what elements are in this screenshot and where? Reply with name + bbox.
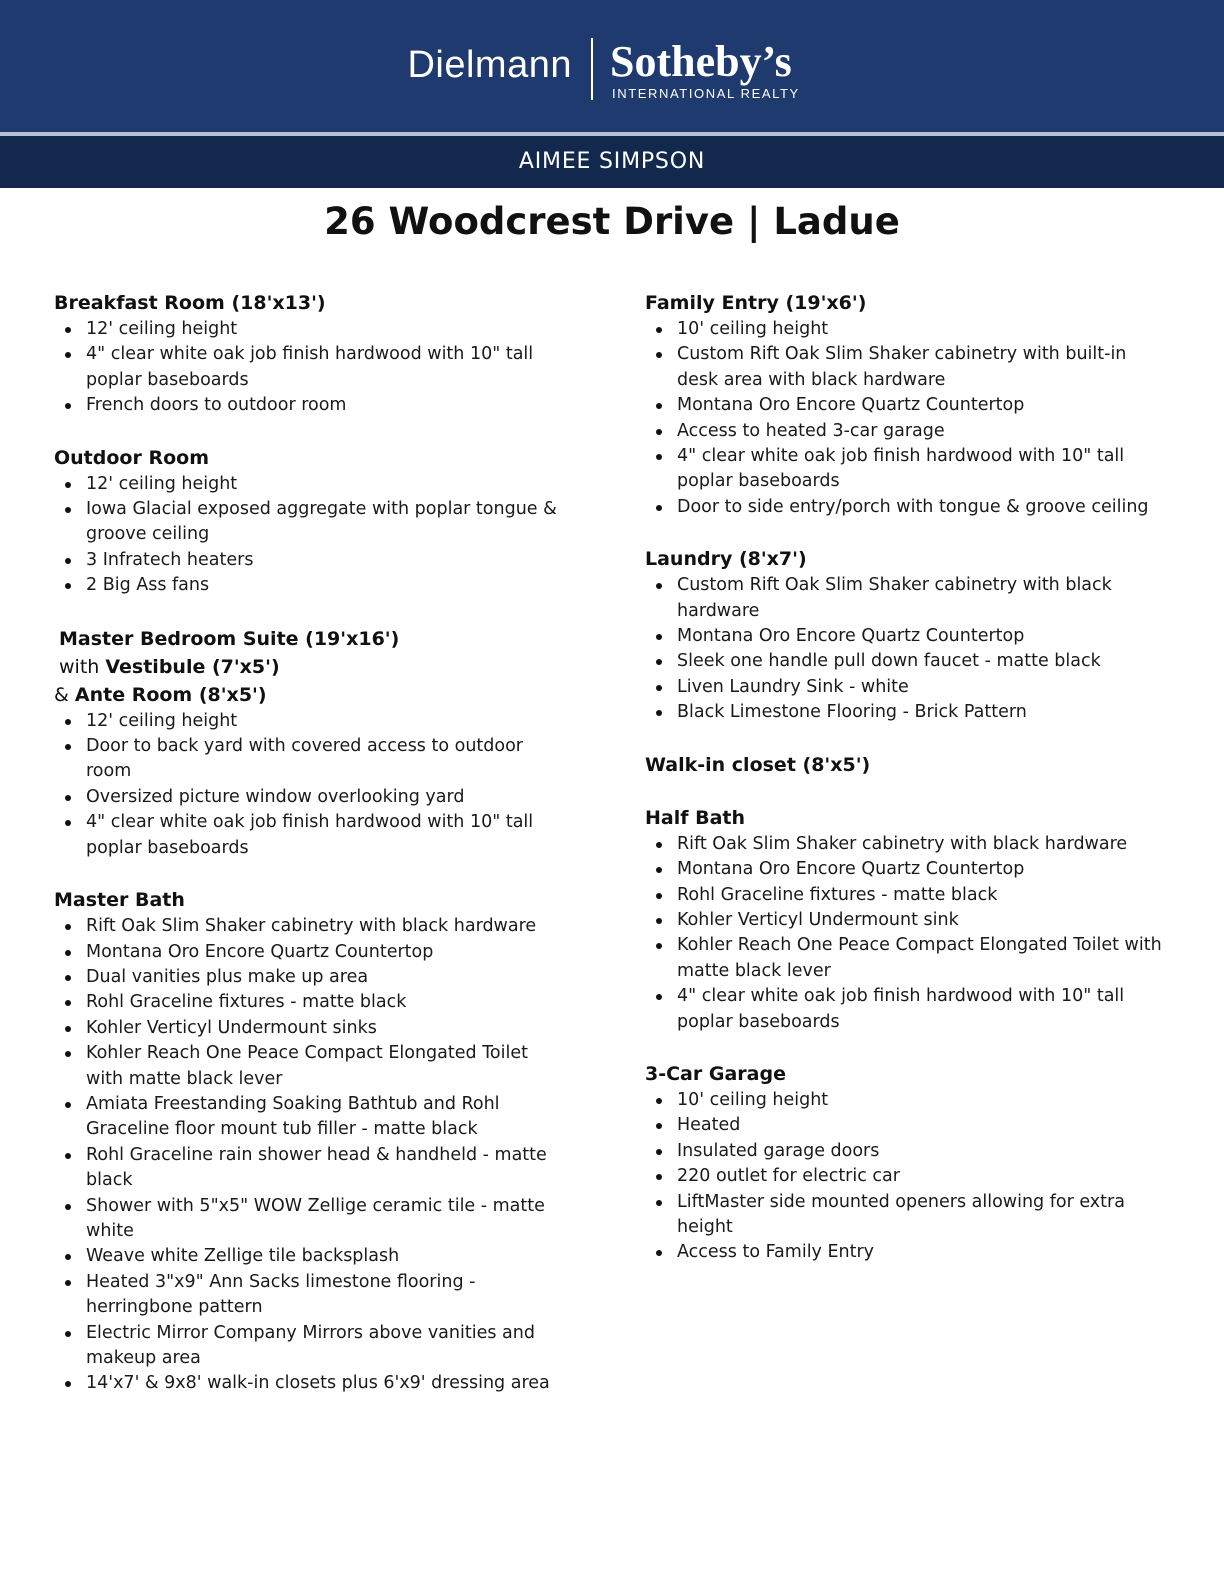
list-item: Heated: [645, 1113, 1165, 1138]
section-outdoor-room: [54, 445, 564, 599]
right-column: [645, 290, 1165, 1292]
list-item: Dual vanities plus make up area: [54, 965, 564, 990]
list-item: Oversized picture window overlooking yard: [54, 785, 564, 810]
section-family-entry: [645, 290, 1165, 520]
brand-left: Dielmann: [407, 44, 572, 86]
list-item: Custom Rift Oak Slim Shaker cabinetry with built-in desk area with black hardware: [645, 342, 1165, 393]
list-item: 220 outlet for electric car: [645, 1164, 1165, 1189]
list-item: 4" clear white oak job finish hardwood with 10" tall poplar baseboards: [54, 342, 564, 393]
list-item: Access to Family Entry: [645, 1240, 1165, 1265]
section-master-bath: [54, 887, 564, 1397]
list-item: French doors to outdoor room: [54, 393, 564, 418]
list-item: Rift Oak Slim Shaker cabinetry with black hardware: [54, 914, 564, 939]
left-column: [54, 290, 564, 1423]
section-title: Outdoor Room: [54, 446, 209, 469]
list-item: Access to heated 3-car garage: [645, 419, 1165, 444]
section-breakfast-room: [54, 290, 564, 419]
list-item: Rohl Graceline rain shower head & handheld - matte black: [54, 1143, 564, 1194]
list-item: Amiata Freestanding Soaking Bathtub and Rohl Graceline floor mount tub filler - matte black: [54, 1092, 564, 1143]
agent-name: AIMEE SIMPSON: [518, 149, 706, 174]
section-title-line: [54, 681, 564, 709]
list-item: Kohler Reach One Peace Compact Elongated Toilet with matte black lever: [645, 933, 1165, 984]
list-item: Shower with 5"x5" WOW Zellige ceramic tile - matte white: [54, 1194, 564, 1245]
brand-divider: [591, 38, 593, 100]
list-item: Rohl Graceline fixtures - matte black: [645, 883, 1165, 908]
list-item: 4" clear white oak job finish hardwood with 10" tall poplar baseboards: [645, 984, 1165, 1035]
list-item: Rift Oak Slim Shaker cabinetry with black hardware: [645, 832, 1165, 857]
item-list: [54, 472, 564, 599]
list-item: Montana Oro Encore Quartz Countertop: [645, 624, 1165, 649]
list-item: Iowa Glacial exposed aggregate with poplar tongue & groove ceiling: [54, 497, 564, 548]
list-item: Door to back yard with covered access to outdoor room: [54, 734, 564, 785]
item-list: [645, 573, 1165, 725]
section-title-part: Ante Room (8'x5'): [74, 683, 267, 706]
list-item: Montana Oro Encore Quartz Countertop: [645, 393, 1165, 418]
item-list: [54, 709, 564, 861]
list-item: Montana Oro Encore Quartz Countertop: [54, 940, 564, 965]
item-list: [645, 832, 1165, 1035]
list-item: Kohler Reach One Peace Compact Elongated Toilet with matte black lever: [54, 1041, 564, 1092]
list-item: Black Limestone Flooring - Brick Pattern: [645, 700, 1165, 725]
list-item: Weave white Zellige tile backsplash: [54, 1244, 564, 1269]
section-title: Breakfast Room (18'x13'): [54, 292, 326, 314]
list-item: Sleek one handle pull down faucet - matte black: [645, 649, 1165, 674]
list-item: 10' ceiling height: [645, 317, 1165, 342]
section-title-part: Master Bedroom Suite (19'x16'): [59, 627, 400, 650]
list-item: Montana Oro Encore Quartz Countertop: [645, 857, 1165, 882]
section-title: Family Entry (19'x6'): [645, 292, 867, 314]
list-item: Insulated garage doors: [645, 1139, 1165, 1164]
item-list: [54, 317, 564, 419]
item-list: [54, 914, 564, 1397]
list-item: 10' ceiling height: [645, 1088, 1165, 1113]
brand-sub: INTERNATIONAL REALTY: [612, 86, 800, 101]
brand-logo: [0, 0, 1224, 132]
section-title-line: [54, 625, 564, 653]
list-item: 12' ceiling height: [54, 317, 564, 342]
section-half-bath: [645, 805, 1165, 1035]
section-title-line: [54, 653, 564, 681]
list-item: 12' ceiling height: [54, 472, 564, 497]
list-item: 3 Infratech heaters: [54, 548, 564, 573]
brand-right: Sotheby’s: [610, 37, 792, 86]
section-title: Half Bath: [645, 806, 746, 829]
list-item: Electric Mirror Company Mirrors above vanities and makeup area: [54, 1321, 564, 1372]
section-laundry: [645, 546, 1165, 725]
page-title: 26 Woodcrest Drive | Ladue: [324, 200, 900, 243]
section-master-suite: [54, 625, 564, 861]
section-title: Walk-in closet (8'x5'): [645, 753, 871, 776]
list-item: 4" clear white oak job finish hardwood with 10" tall poplar baseboards: [645, 444, 1165, 495]
item-list: [645, 1088, 1165, 1266]
list-item: 12' ceiling height: [54, 709, 564, 734]
list-item: Kohler Verticyl Undermount sink: [645, 908, 1165, 933]
list-item: Rohl Graceline fixtures - matte black: [54, 990, 564, 1015]
list-item: LiftMaster side mounted openers allowing for extra height: [645, 1190, 1165, 1241]
item-list: [645, 317, 1165, 520]
list-item: Liven Laundry Sink - white: [645, 675, 1165, 700]
list-item: 4" clear white oak job finish hardwood with 10" tall poplar baseboards: [54, 810, 564, 861]
list-item: Heated 3"x9" Ann Sacks limestone flooring - herringbone pattern: [54, 1270, 564, 1321]
list-item: 2 Big Ass fans: [54, 573, 564, 598]
section-title: Master Bath: [54, 889, 185, 912]
list-item: 14'x7' & 9x8' walk-in closets plus 6'x9' dressing area: [54, 1371, 564, 1396]
list-item: Custom Rift Oak Slim Shaker cabinetry with black hardware: [645, 573, 1165, 624]
list-item: Kohler Verticyl Undermount sinks: [54, 1016, 564, 1041]
section-title: Laundry (8'x7'): [645, 548, 807, 571]
section-walkin-closet: [645, 752, 1165, 779]
section-title: 3-Car Garage: [645, 1062, 786, 1085]
section-title-connector: &: [54, 683, 69, 706]
section-title-connector: with: [59, 655, 100, 678]
list-item: Door to side entry/porch with tongue & groove ceiling: [645, 495, 1165, 520]
section-title-part: Vestibule (7'x5'): [105, 655, 280, 678]
section-garage: [645, 1061, 1165, 1266]
